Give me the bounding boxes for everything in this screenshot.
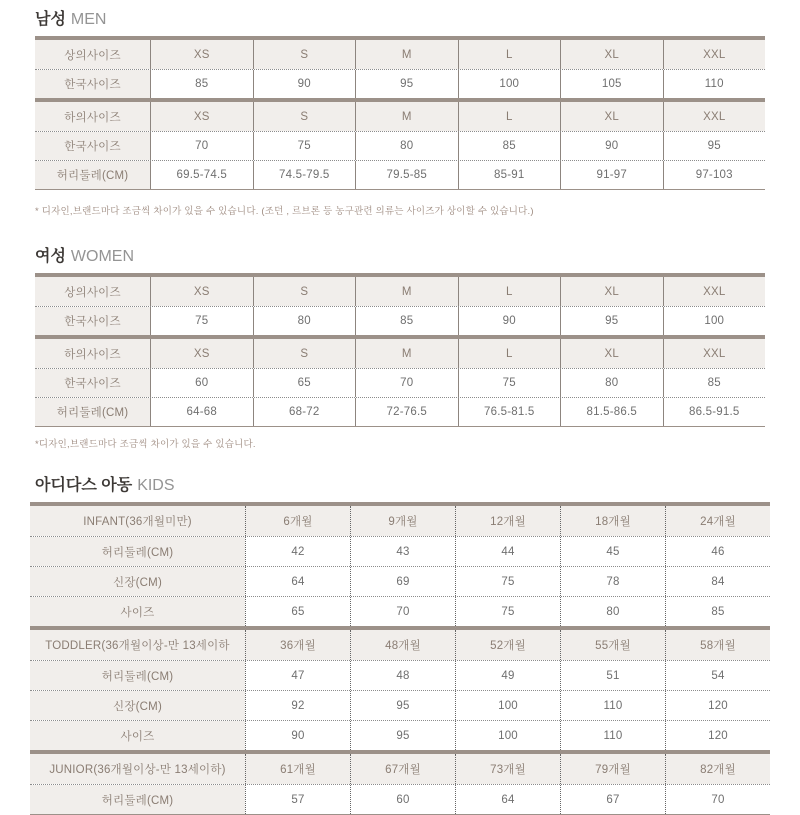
value-cell: 95 xyxy=(350,721,455,750)
value-cell: 90 xyxy=(560,132,663,160)
value-cell: 42 xyxy=(245,537,350,566)
value-cell: 85-91 xyxy=(458,161,561,189)
row-label-cell: 한국사이즈 xyxy=(35,132,150,160)
table-row xyxy=(35,397,765,426)
value-cell: 80 xyxy=(253,307,356,335)
value-cell: L xyxy=(458,339,561,368)
row-label-cell: 상의사이즈 xyxy=(35,277,150,306)
value-cell: 48개월 xyxy=(350,630,455,660)
value-cell: 48 xyxy=(350,661,455,690)
table-row xyxy=(35,160,765,189)
table-section xyxy=(35,40,765,98)
row-label-cell: 신장(CM) xyxy=(30,567,245,596)
row-label-cell: 한국사이즈 xyxy=(35,307,150,335)
value-cell: 64 xyxy=(455,785,560,814)
value-cell: 76.5-81.5 xyxy=(458,398,561,426)
value-cell: 79.5-85 xyxy=(355,161,458,189)
value-cell: 86.5-91.5 xyxy=(663,398,766,426)
value-cell: 100 xyxy=(455,721,560,750)
value-cell: M xyxy=(355,277,458,306)
value-cell: 120 xyxy=(665,721,770,750)
value-cell: 18개월 xyxy=(560,506,665,536)
table-row xyxy=(30,784,770,814)
men-section-title xyxy=(35,6,765,28)
row-label-cell: INFANT(36개월미만) xyxy=(30,506,245,536)
table-row xyxy=(30,720,770,750)
value-cell: S xyxy=(253,40,356,69)
kids-title-korean: 아디다스 아동 xyxy=(35,477,133,494)
value-cell: 46 xyxy=(665,537,770,566)
value-cell: 84 xyxy=(665,567,770,596)
value-cell: 57 xyxy=(245,785,350,814)
value-cell: 85 xyxy=(663,369,766,397)
row-label-cell: 신장(CM) xyxy=(30,691,245,720)
value-cell: 67 xyxy=(560,785,665,814)
section-header-row xyxy=(30,630,770,660)
value-cell: 105 xyxy=(560,70,663,98)
value-cell: 64-68 xyxy=(150,398,253,426)
women-footnote: *디자인,브랜드마다 조금씩 차이가 있을 수 있습니다. xyxy=(35,439,256,450)
value-cell: 120 xyxy=(665,691,770,720)
value-cell: 95 xyxy=(560,307,663,335)
value-cell: 69.5-74.5 xyxy=(150,161,253,189)
value-cell: 100 xyxy=(663,307,766,335)
value-cell: 75 xyxy=(150,307,253,335)
value-cell: XL xyxy=(560,277,663,306)
value-cell: 43 xyxy=(350,537,455,566)
value-cell: 100 xyxy=(455,691,560,720)
value-cell: 70 xyxy=(350,597,455,626)
row-label-cell: 사이즈 xyxy=(30,721,245,750)
value-cell: 49 xyxy=(455,661,560,690)
value-cell: 69 xyxy=(350,567,455,596)
value-cell: 82개월 xyxy=(665,754,770,784)
kids-title-english: KIDS xyxy=(137,477,175,494)
value-cell: 91-97 xyxy=(560,161,663,189)
value-cell: 90 xyxy=(253,70,356,98)
value-cell: 65 xyxy=(245,597,350,626)
value-cell: 68-72 xyxy=(253,398,356,426)
row-label-cell: 허리둘레(CM) xyxy=(35,161,150,189)
women-title-english: WOMEN xyxy=(70,248,135,265)
value-cell: 75 xyxy=(253,132,356,160)
value-cell: 90 xyxy=(245,721,350,750)
row-label-cell: 한국사이즈 xyxy=(35,369,150,397)
value-cell: L xyxy=(458,102,561,131)
men-footnote: * 디자인,브랜드마다 조금씩 차이가 있을 수 있습니다. (조던 , 르브론 등 농구관련 의류는 사이즈가 상이할 수 있습니다.) xyxy=(35,206,534,217)
value-cell: XS xyxy=(150,339,253,368)
value-cell: S xyxy=(253,102,356,131)
value-cell: 12개월 xyxy=(455,506,560,536)
value-cell: 58개월 xyxy=(665,630,770,660)
value-cell: 85 xyxy=(458,132,561,160)
row-label-cell: 하의사이즈 xyxy=(35,102,150,131)
value-cell: 70 xyxy=(150,132,253,160)
women-size-section xyxy=(35,243,765,450)
section-header-row xyxy=(35,102,765,131)
row-label-cell: 허리둘레(CM) xyxy=(35,398,150,426)
value-cell: 80 xyxy=(355,132,458,160)
value-cell: L xyxy=(458,277,561,306)
value-cell: XXL xyxy=(663,339,766,368)
value-cell: M xyxy=(355,102,458,131)
value-cell: 100 xyxy=(458,70,561,98)
value-cell: 90 xyxy=(458,307,561,335)
table-row xyxy=(35,368,765,397)
row-label-cell: 허리둘레(CM) xyxy=(30,661,245,690)
value-cell: 75 xyxy=(455,567,560,596)
value-cell: 44 xyxy=(455,537,560,566)
kids-section-title xyxy=(35,472,765,494)
value-cell: 54 xyxy=(665,661,770,690)
men-size-section xyxy=(35,6,765,217)
value-cell: 78 xyxy=(560,567,665,596)
kids-size-section xyxy=(35,472,765,815)
section-header-row xyxy=(30,754,770,784)
row-label-cell: 하의사이즈 xyxy=(35,339,150,368)
value-cell: XXL xyxy=(663,277,766,306)
value-cell: 81.5-86.5 xyxy=(560,398,663,426)
value-cell: 51 xyxy=(560,661,665,690)
value-cell: 24개월 xyxy=(665,506,770,536)
men-size-table xyxy=(35,36,765,190)
women-title-korean: 여성 xyxy=(35,248,66,265)
table-section xyxy=(30,506,770,626)
value-cell: S xyxy=(253,339,356,368)
value-cell: 92 xyxy=(245,691,350,720)
section-header-row xyxy=(35,339,765,368)
table-row xyxy=(30,690,770,720)
table-section xyxy=(30,750,770,814)
value-cell: 70 xyxy=(355,369,458,397)
value-cell: L xyxy=(458,40,561,69)
kids-size-table xyxy=(30,502,770,815)
value-cell: 95 xyxy=(663,132,766,160)
table-row xyxy=(30,660,770,690)
value-cell: XL xyxy=(560,40,663,69)
table-row xyxy=(30,536,770,566)
value-cell: 95 xyxy=(355,70,458,98)
value-cell: 73개월 xyxy=(455,754,560,784)
value-cell: 6개월 xyxy=(245,506,350,536)
table-row xyxy=(35,131,765,160)
women-size-table xyxy=(35,273,765,427)
value-cell: XL xyxy=(560,339,663,368)
row-label-cell: 허리둘레(CM) xyxy=(30,537,245,566)
table-row xyxy=(35,69,765,98)
table-section xyxy=(30,626,770,750)
value-cell: XXL xyxy=(663,102,766,131)
value-cell: 79개월 xyxy=(560,754,665,784)
row-label-cell: 사이즈 xyxy=(30,597,245,626)
value-cell: M xyxy=(355,339,458,368)
value-cell: 80 xyxy=(560,369,663,397)
value-cell: 97-103 xyxy=(663,161,766,189)
row-label-cell: TODDLER(36개월이상-만 13세이하 xyxy=(30,630,245,660)
value-cell: 110 xyxy=(560,721,665,750)
value-cell: 85 xyxy=(355,307,458,335)
value-cell: 61개월 xyxy=(245,754,350,784)
section-header-row xyxy=(35,277,765,306)
value-cell: XS xyxy=(150,277,253,306)
section-header-row xyxy=(35,40,765,69)
value-cell: 52개월 xyxy=(455,630,560,660)
value-cell: XL xyxy=(560,102,663,131)
value-cell: 36개월 xyxy=(245,630,350,660)
value-cell: M xyxy=(355,40,458,69)
value-cell: XS xyxy=(150,40,253,69)
value-cell: 95 xyxy=(350,691,455,720)
value-cell: 9개월 xyxy=(350,506,455,536)
value-cell: 110 xyxy=(560,691,665,720)
value-cell: 64 xyxy=(245,567,350,596)
section-header-row xyxy=(30,506,770,536)
value-cell: 75 xyxy=(455,597,560,626)
table-section xyxy=(35,335,765,426)
row-label-cell: JUNIOR(36개월이상-만 13세이하) xyxy=(30,754,245,784)
table-section xyxy=(35,277,765,335)
table-section xyxy=(35,98,765,189)
women-section-title xyxy=(35,243,765,265)
value-cell: 80 xyxy=(560,597,665,626)
value-cell: 65 xyxy=(253,369,356,397)
value-cell: 55개월 xyxy=(560,630,665,660)
men-title-korean: 남성 xyxy=(35,11,66,28)
row-label-cell: 허리둘레(CM) xyxy=(30,785,245,814)
value-cell: 75 xyxy=(458,369,561,397)
value-cell: 74.5-79.5 xyxy=(253,161,356,189)
value-cell: 70 xyxy=(665,785,770,814)
men-title-english: MEN xyxy=(70,11,107,28)
value-cell: 67개월 xyxy=(350,754,455,784)
row-label-cell: 한국사이즈 xyxy=(35,70,150,98)
value-cell: XS xyxy=(150,102,253,131)
table-row xyxy=(35,306,765,335)
value-cell: 60 xyxy=(150,369,253,397)
value-cell: S xyxy=(253,277,356,306)
value-cell: XXL xyxy=(663,40,766,69)
value-cell: 45 xyxy=(560,537,665,566)
value-cell: 60 xyxy=(350,785,455,814)
table-row xyxy=(30,566,770,596)
value-cell: 110 xyxy=(663,70,766,98)
value-cell: 85 xyxy=(150,70,253,98)
table-row xyxy=(30,596,770,626)
value-cell: 47 xyxy=(245,661,350,690)
value-cell: 72-76.5 xyxy=(355,398,458,426)
value-cell: 85 xyxy=(665,597,770,626)
row-label-cell: 상의사이즈 xyxy=(35,40,150,69)
